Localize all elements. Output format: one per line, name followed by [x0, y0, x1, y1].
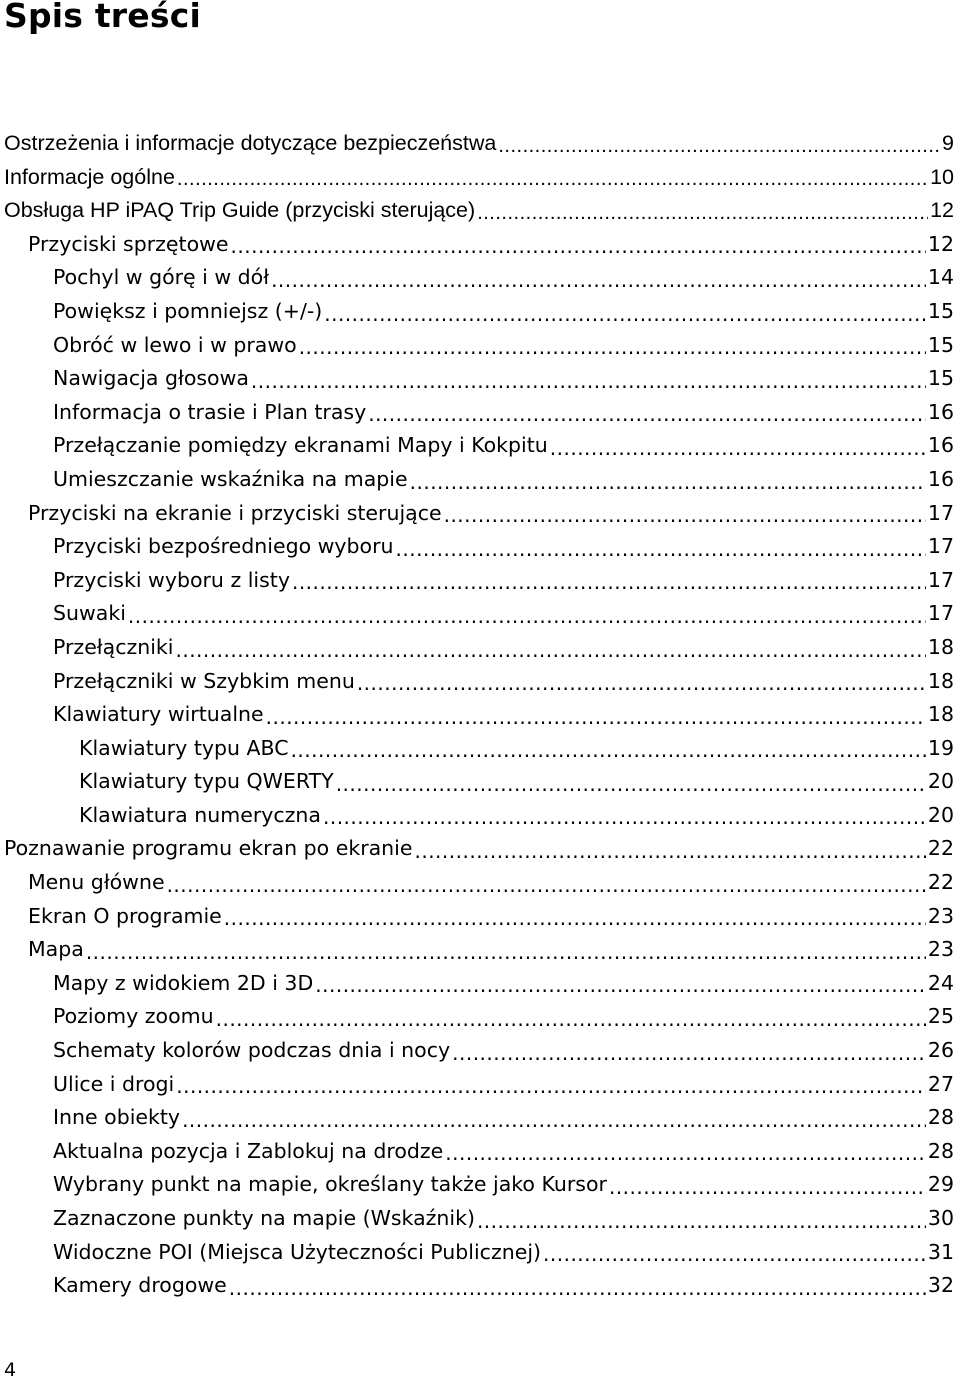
toc-entry[interactable] — [0, 900, 960, 934]
toc-entry-title: Informacje ogólne — [4, 164, 175, 189]
toc-entry-title: Przyciski sprzętowe — [28, 231, 229, 256]
toc-entry-title: Schematy kolorów podczas dnia i nocy — [53, 1038, 451, 1063]
toc-leader-dots — [396, 530, 926, 564]
toc-page-number: 27 — [927, 1071, 954, 1096]
toc-entry[interactable] — [0, 1269, 960, 1303]
toc-entry[interactable] — [0, 1135, 960, 1169]
toc-entry[interactable] — [0, 732, 960, 766]
toc-page-number: 16 — [927, 466, 954, 491]
toc-entry-title: Inne obiekty — [53, 1105, 181, 1130]
toc-entry[interactable] — [0, 1168, 960, 1202]
toc-entry-title: Kamery drogowe — [53, 1273, 227, 1298]
toc-entry-title: Nawigacja głosowa — [53, 366, 249, 391]
toc-entry[interactable] — [0, 665, 960, 699]
toc-page-number: 14 — [927, 265, 954, 290]
toc-page-number: 15 — [927, 366, 954, 391]
toc-entry-title: Suwaki — [53, 601, 126, 626]
toc-entry[interactable] — [0, 194, 960, 228]
toc-entry[interactable] — [0, 1202, 960, 1236]
toc-entry[interactable] — [0, 463, 960, 497]
toc-leader-dots — [128, 597, 926, 631]
toc-page-number: 28 — [927, 1105, 954, 1130]
toc-entry[interactable] — [0, 429, 960, 463]
toc-leader-dots — [477, 1202, 926, 1236]
toc-entry[interactable] — [0, 329, 960, 363]
toc-entry-title: Klawiatury typu ABC — [79, 735, 289, 760]
toc-leader-dots — [550, 429, 926, 463]
toc-entry-title: Przyciski na ekranie i przyciski sterujące — [28, 500, 442, 525]
toc-page-number: 25 — [927, 1004, 954, 1029]
toc-page-number: 19 — [927, 735, 954, 760]
toc-entry-title: Ostrzeżenia i informacje dotyczące bezpieczeństwa — [4, 131, 497, 155]
toc-page-number: 18 — [927, 634, 954, 659]
toc-entry-title: Umieszczanie wskaźnika na mapie — [53, 466, 408, 491]
toc-page-number: 12 — [927, 231, 954, 256]
toc-entry[interactable] — [0, 161, 960, 195]
toc-entry-title: Klawiatura numeryczna — [79, 802, 321, 827]
toc-entry-title: Klawiatury wirtualne — [53, 702, 264, 727]
toc-entry[interactable] — [0, 631, 960, 665]
toc-page-number: 10 — [930, 164, 954, 189]
toc-page-number: 15 — [927, 298, 954, 323]
toc-page-number: 28 — [927, 1138, 954, 1163]
toc-leader-dots — [498, 127, 940, 161]
toc-entry[interactable] — [0, 261, 960, 295]
page-title: Spis treści — [4, 0, 201, 35]
toc-leader-dots — [229, 1269, 926, 1303]
toc-page-number: 20 — [927, 802, 954, 827]
toc-leader-dots — [324, 295, 926, 329]
toc-entry-title: Przyciski bezpośredniego wyboru — [53, 534, 394, 559]
toc-entry-title: Poziomy zoomu — [53, 1004, 214, 1029]
toc-page-number: 17 — [927, 601, 954, 626]
toc-entry-title: Widoczne POI (Miejsca Użyteczności Publicznej) — [53, 1239, 542, 1264]
toc-leader-dots — [357, 665, 926, 699]
toc-leader-dots — [543, 1236, 926, 1270]
toc-leader-dots — [251, 362, 926, 396]
toc-page-number: 26 — [927, 1038, 954, 1063]
toc-page-number: 22 — [927, 870, 954, 895]
toc-entry[interactable] — [0, 295, 960, 329]
toc-leader-dots — [452, 1034, 926, 1068]
toc-entry[interactable] — [0, 832, 960, 866]
toc-entry[interactable] — [0, 1236, 960, 1270]
toc-leader-dots — [477, 194, 928, 228]
toc-entry[interactable] — [0, 1101, 960, 1135]
toc-entry-title: Informacja o trasie i Plan trasy — [53, 399, 367, 424]
toc-entry-title: Poznawanie programu ekran po ekranie — [4, 836, 413, 861]
toc-page-number: 29 — [927, 1172, 954, 1197]
toc-entry[interactable] — [0, 799, 960, 833]
toc-entry[interactable] — [0, 362, 960, 396]
toc-entry-title: Zaznaczone punkty na mapie (Wskaźnik) — [53, 1206, 475, 1230]
toc-leader-dots — [609, 1168, 926, 1202]
toc-page-number: 17 — [927, 567, 954, 592]
toc-entry[interactable] — [0, 698, 960, 732]
toc-entry[interactable] — [0, 530, 960, 564]
toc-page-number: 23 — [927, 937, 954, 962]
toc-entry-title: Przełączanie pomiędzy ekranami Mapy i Kokpitu — [53, 433, 548, 458]
toc-leader-dots — [216, 1000, 926, 1034]
toc-page-number: 17 — [927, 534, 954, 559]
toc-leader-dots — [182, 1101, 926, 1135]
toc-entry-title: Pochyl w górę i w dół — [53, 265, 270, 290]
toc-entry[interactable] — [0, 228, 960, 262]
toc-leader-dots — [177, 161, 928, 195]
toc-page-number: 9 — [942, 131, 954, 155]
table-of-contents — [0, 127, 960, 1303]
toc-leader-dots — [271, 261, 926, 295]
toc-entry[interactable] — [0, 866, 960, 900]
toc-entry-title: Przełączniki w Szybkim menu — [53, 668, 355, 693]
toc-leader-dots — [291, 732, 926, 766]
toc-entry-title: Menu główne — [28, 870, 165, 895]
toc-entry[interactable] — [0, 1034, 960, 1068]
toc-page-number: 24 — [927, 970, 954, 995]
toc-entry[interactable] — [0, 933, 960, 967]
toc-entry-title: Ekran O programie — [28, 903, 222, 928]
toc-entry[interactable] — [0, 1068, 960, 1102]
toc-leader-dots — [292, 564, 926, 598]
toc-leader-dots — [175, 631, 925, 665]
toc-page-number: 16 — [927, 433, 954, 458]
toc-leader-dots — [231, 228, 926, 262]
toc-page-number: 23 — [927, 903, 954, 928]
toc-leader-dots — [444, 497, 926, 531]
toc-leader-dots — [299, 329, 926, 363]
toc-entry-title: Mapy z widokiem 2D i 3D — [53, 970, 314, 995]
toc-leader-dots — [86, 933, 926, 967]
toc-leader-dots — [176, 1068, 926, 1102]
toc-leader-dots — [266, 698, 926, 732]
toc-page-number: 17 — [927, 500, 954, 525]
toc-entry-title: Obsługa HP iPAQ Trip Guide (przyciski sterujące) — [4, 198, 476, 223]
toc-leader-dots — [224, 900, 926, 934]
toc-entry-title: Wybrany punkt na mapie, określany także jako Kursor — [53, 1172, 607, 1197]
toc-entry[interactable] — [0, 127, 960, 161]
toc-leader-dots — [410, 463, 926, 497]
toc-page-number: 32 — [927, 1273, 954, 1298]
toc-leader-dots — [414, 832, 925, 866]
toc-page-number: 31 — [927, 1239, 954, 1264]
toc-page-number: 22 — [927, 836, 954, 861]
toc-entry[interactable] — [0, 1000, 960, 1034]
toc-page-number: 30 — [927, 1206, 954, 1230]
toc-page-number: 15 — [927, 332, 954, 357]
toc-entry-title: Przełączniki — [53, 634, 174, 659]
toc-page-number: 20 — [927, 769, 954, 794]
toc-entry[interactable] — [0, 396, 960, 430]
toc-entry-title: Obróć w lewo i w prawo — [53, 332, 297, 357]
toc-entry-title: Aktualna pozycja i Zablokuj na drodze — [53, 1138, 444, 1163]
toc-leader-dots — [445, 1135, 926, 1169]
toc-entry-title: Powiększ i pomniejsz (+/-) — [53, 298, 323, 323]
toc-entry-title: Mapa — [28, 937, 84, 962]
toc-entry-title: Przyciski wyboru z listy — [53, 567, 290, 592]
toc-entry[interactable] — [0, 967, 960, 1001]
toc-leader-dots — [368, 396, 926, 430]
page-number: 4 — [4, 1359, 17, 1381]
toc-leader-dots — [167, 866, 926, 900]
toc-page-number: 12 — [930, 198, 954, 223]
toc-leader-dots — [323, 799, 926, 833]
toc-page-number: 16 — [927, 399, 954, 424]
toc-leader-dots — [336, 765, 926, 799]
toc-entry-title: Klawiatury typu QWERTY — [79, 769, 334, 794]
toc-entry[interactable] — [0, 497, 960, 531]
toc-entry[interactable] — [0, 564, 960, 598]
toc-entry[interactable] — [0, 765, 960, 799]
toc-page-number: 18 — [927, 702, 954, 727]
toc-entry-title: Ulice i drogi — [53, 1071, 175, 1096]
toc-leader-dots — [315, 967, 926, 1001]
toc-entry[interactable] — [0, 597, 960, 631]
toc-page-number: 18 — [927, 668, 954, 693]
